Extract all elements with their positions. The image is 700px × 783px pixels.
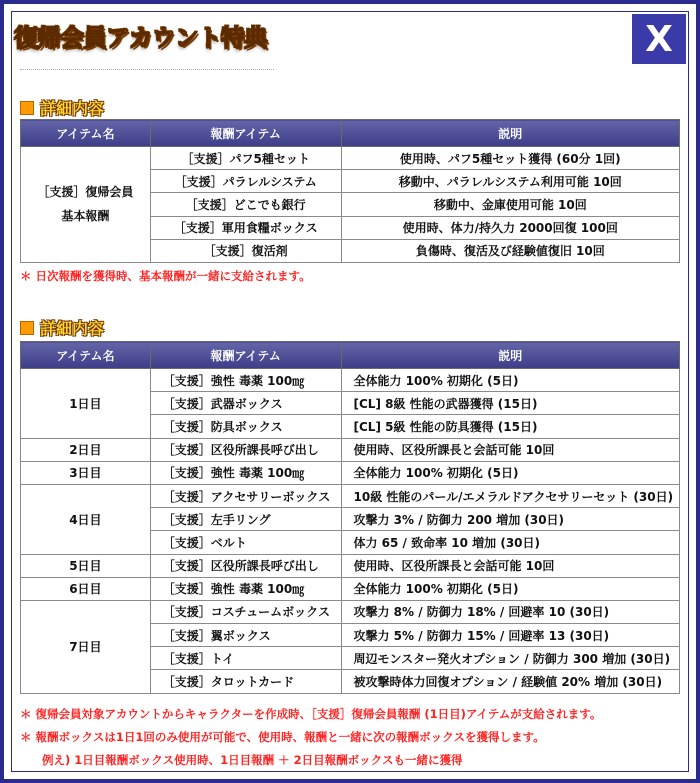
day-name-cell: 7日目: [21, 600, 151, 693]
daily-reward-note-1: ＊ 復帰会員対象アカウントからキャラクターを作成時、［支援］復帰会員報酬 (1日目)アイテムが支給されます。: [20, 707, 602, 721]
description-cell: 全体能力 100% 初期化 (5日): [341, 461, 680, 484]
day-name-cell: 1日目: [21, 369, 151, 439]
section-heading-label: 詳細内容: [40, 319, 105, 338]
reward-cell: ［支援］強性 毒薬 100㎎: [150, 369, 341, 392]
reward-cell: ［支援］トイ: [150, 647, 341, 670]
description-cell: 負傷時、復活及び経験値復旧 10回: [341, 239, 679, 262]
description-cell: 移動中、金庫使用可能 10回: [341, 193, 679, 216]
column-header: 説明: [341, 342, 680, 369]
table-row: [21, 369, 680, 392]
page-title: 復帰会員アカウント特典: [14, 24, 267, 52]
description-cell: 移動中、パラレルシステム利用可能 10回: [341, 170, 679, 193]
description-cell: 被攻撃時体力回復オプション / 経験値 20% 増加 (30日): [341, 670, 680, 693]
reward-cell: ［支援］翼ボックス: [150, 624, 341, 647]
basic-reward-table: [20, 119, 680, 263]
reward-cell: ［支援］武器ボックス: [150, 392, 341, 415]
reward-cell: ［支援］アクセサリーボックス: [150, 484, 341, 507]
description-cell: 使用時、区役所課長と会話可能 10回: [341, 438, 680, 461]
description-cell: 10級 性能のパール/エメラルドアクセサリーセット (30日): [341, 484, 680, 507]
column-header: アイテム名: [21, 342, 151, 369]
description-cell: 全体能力 100% 初期化 (5日): [341, 577, 680, 600]
column-header: アイテム名: [21, 120, 151, 147]
item-name-line: 基本報酬: [61, 209, 110, 224]
description-cell: 使用時、パフ5種セット獲得 (60分 1回): [341, 147, 679, 170]
description-cell: [CL] 5級 性能の防具獲得 (15日): [341, 415, 680, 438]
section-heading-label: 詳細内容: [40, 99, 105, 118]
day-name-cell: 5日目: [21, 554, 151, 577]
reward-cell: ［支援］防具ボックス: [150, 415, 341, 438]
close-button[interactable]: X: [632, 14, 686, 64]
reward-cell: ［支援］強性 毒薬 100㎎: [150, 461, 341, 484]
reward-cell: ［支援］区役所課長呼び出し: [150, 438, 341, 461]
reward-cell: ［支援］左手リング: [150, 508, 341, 531]
section-heading-1: [20, 96, 104, 119]
column-header: 報酬アイテム: [150, 120, 341, 147]
daily-reward-note-2: ＊ 報酬ボックスは1日1回のみ使用が可能で、使用時、報酬と一緒に次の報酬ボックスを獲得します。: [20, 730, 545, 744]
reward-cell: ［支援］パラレルシステム: [150, 170, 341, 193]
day-name-cell: 6日目: [21, 577, 151, 600]
description-cell: 全体能力 100% 初期化 (5日): [341, 369, 680, 392]
table-header-row: [21, 120, 680, 147]
table-header-row: [21, 342, 680, 369]
day-name-cell: 4日目: [21, 484, 151, 554]
basic-reward-note: ＊ 日次報酬を獲得時、基本報酬が一緒に支給されます。: [20, 269, 311, 283]
description-cell: 使用時、区役所課長と会話可能 10回: [341, 554, 680, 577]
reward-cell: ［支援］区役所課長呼び出し: [150, 554, 341, 577]
table-row: [21, 600, 680, 623]
table-row: [21, 484, 680, 507]
column-header: 報酬アイテム: [150, 342, 341, 369]
table-row: [21, 554, 680, 577]
table-row: [21, 461, 680, 484]
table-row: [21, 438, 680, 461]
reward-cell: ［支援］ベルト: [150, 531, 341, 554]
reward-cell: ［支援］どこでも銀行: [150, 193, 341, 216]
description-cell: [CL] 8級 性能の武器獲得 (15日): [341, 392, 680, 415]
description-cell: 体力 65 / 致命率 10 増加 (30日): [341, 531, 680, 554]
description-cell: 攻撃力 5% / 防御力 15% / 回避率 13 (30日): [341, 624, 680, 647]
description-cell: 攻撃力 3% / 防御力 200 増加 (30日): [341, 508, 680, 531]
daily-reward-table: [20, 341, 680, 694]
reward-cell: ［支援］タロットカード: [150, 670, 341, 693]
daily-reward-example: 例え) 1日目報酬ボックス使用時、1日目報酬 ＋ 2日目報酬ボックスも一緒に獲得: [42, 753, 463, 767]
reward-cell: ［支援］強性 毒薬 100㎎: [150, 577, 341, 600]
day-name-cell: 2日目: [21, 438, 151, 461]
description-cell: 攻撃力 8% / 防御力 18% / 回避率 10 (30日): [341, 600, 680, 623]
description-cell: 周辺モンスター発火オプション / 防御力 300 増加 (30日): [341, 647, 680, 670]
orange-square-icon: [20, 101, 34, 115]
title-divider: [20, 69, 274, 70]
column-header: 説明: [341, 120, 679, 147]
orange-square-icon: [20, 321, 34, 335]
description-cell: 使用時、体力/持久力 2000回復 100回: [341, 216, 679, 239]
reward-cell: ［支援］復活剤: [150, 239, 341, 262]
table-row: [21, 147, 680, 170]
section-heading-2: [20, 316, 104, 339]
table-row: [21, 577, 680, 600]
reward-cell: ［支援］パフ5種セット: [150, 147, 341, 170]
item-name-cell: [21, 147, 151, 263]
reward-cell: ［支援］コスチュームボックス: [150, 600, 341, 623]
item-name-line: ［支援］復帰会員: [37, 185, 134, 200]
day-name-cell: 3日目: [21, 461, 151, 484]
reward-cell: ［支援］軍用食糧ボックス: [150, 216, 341, 239]
